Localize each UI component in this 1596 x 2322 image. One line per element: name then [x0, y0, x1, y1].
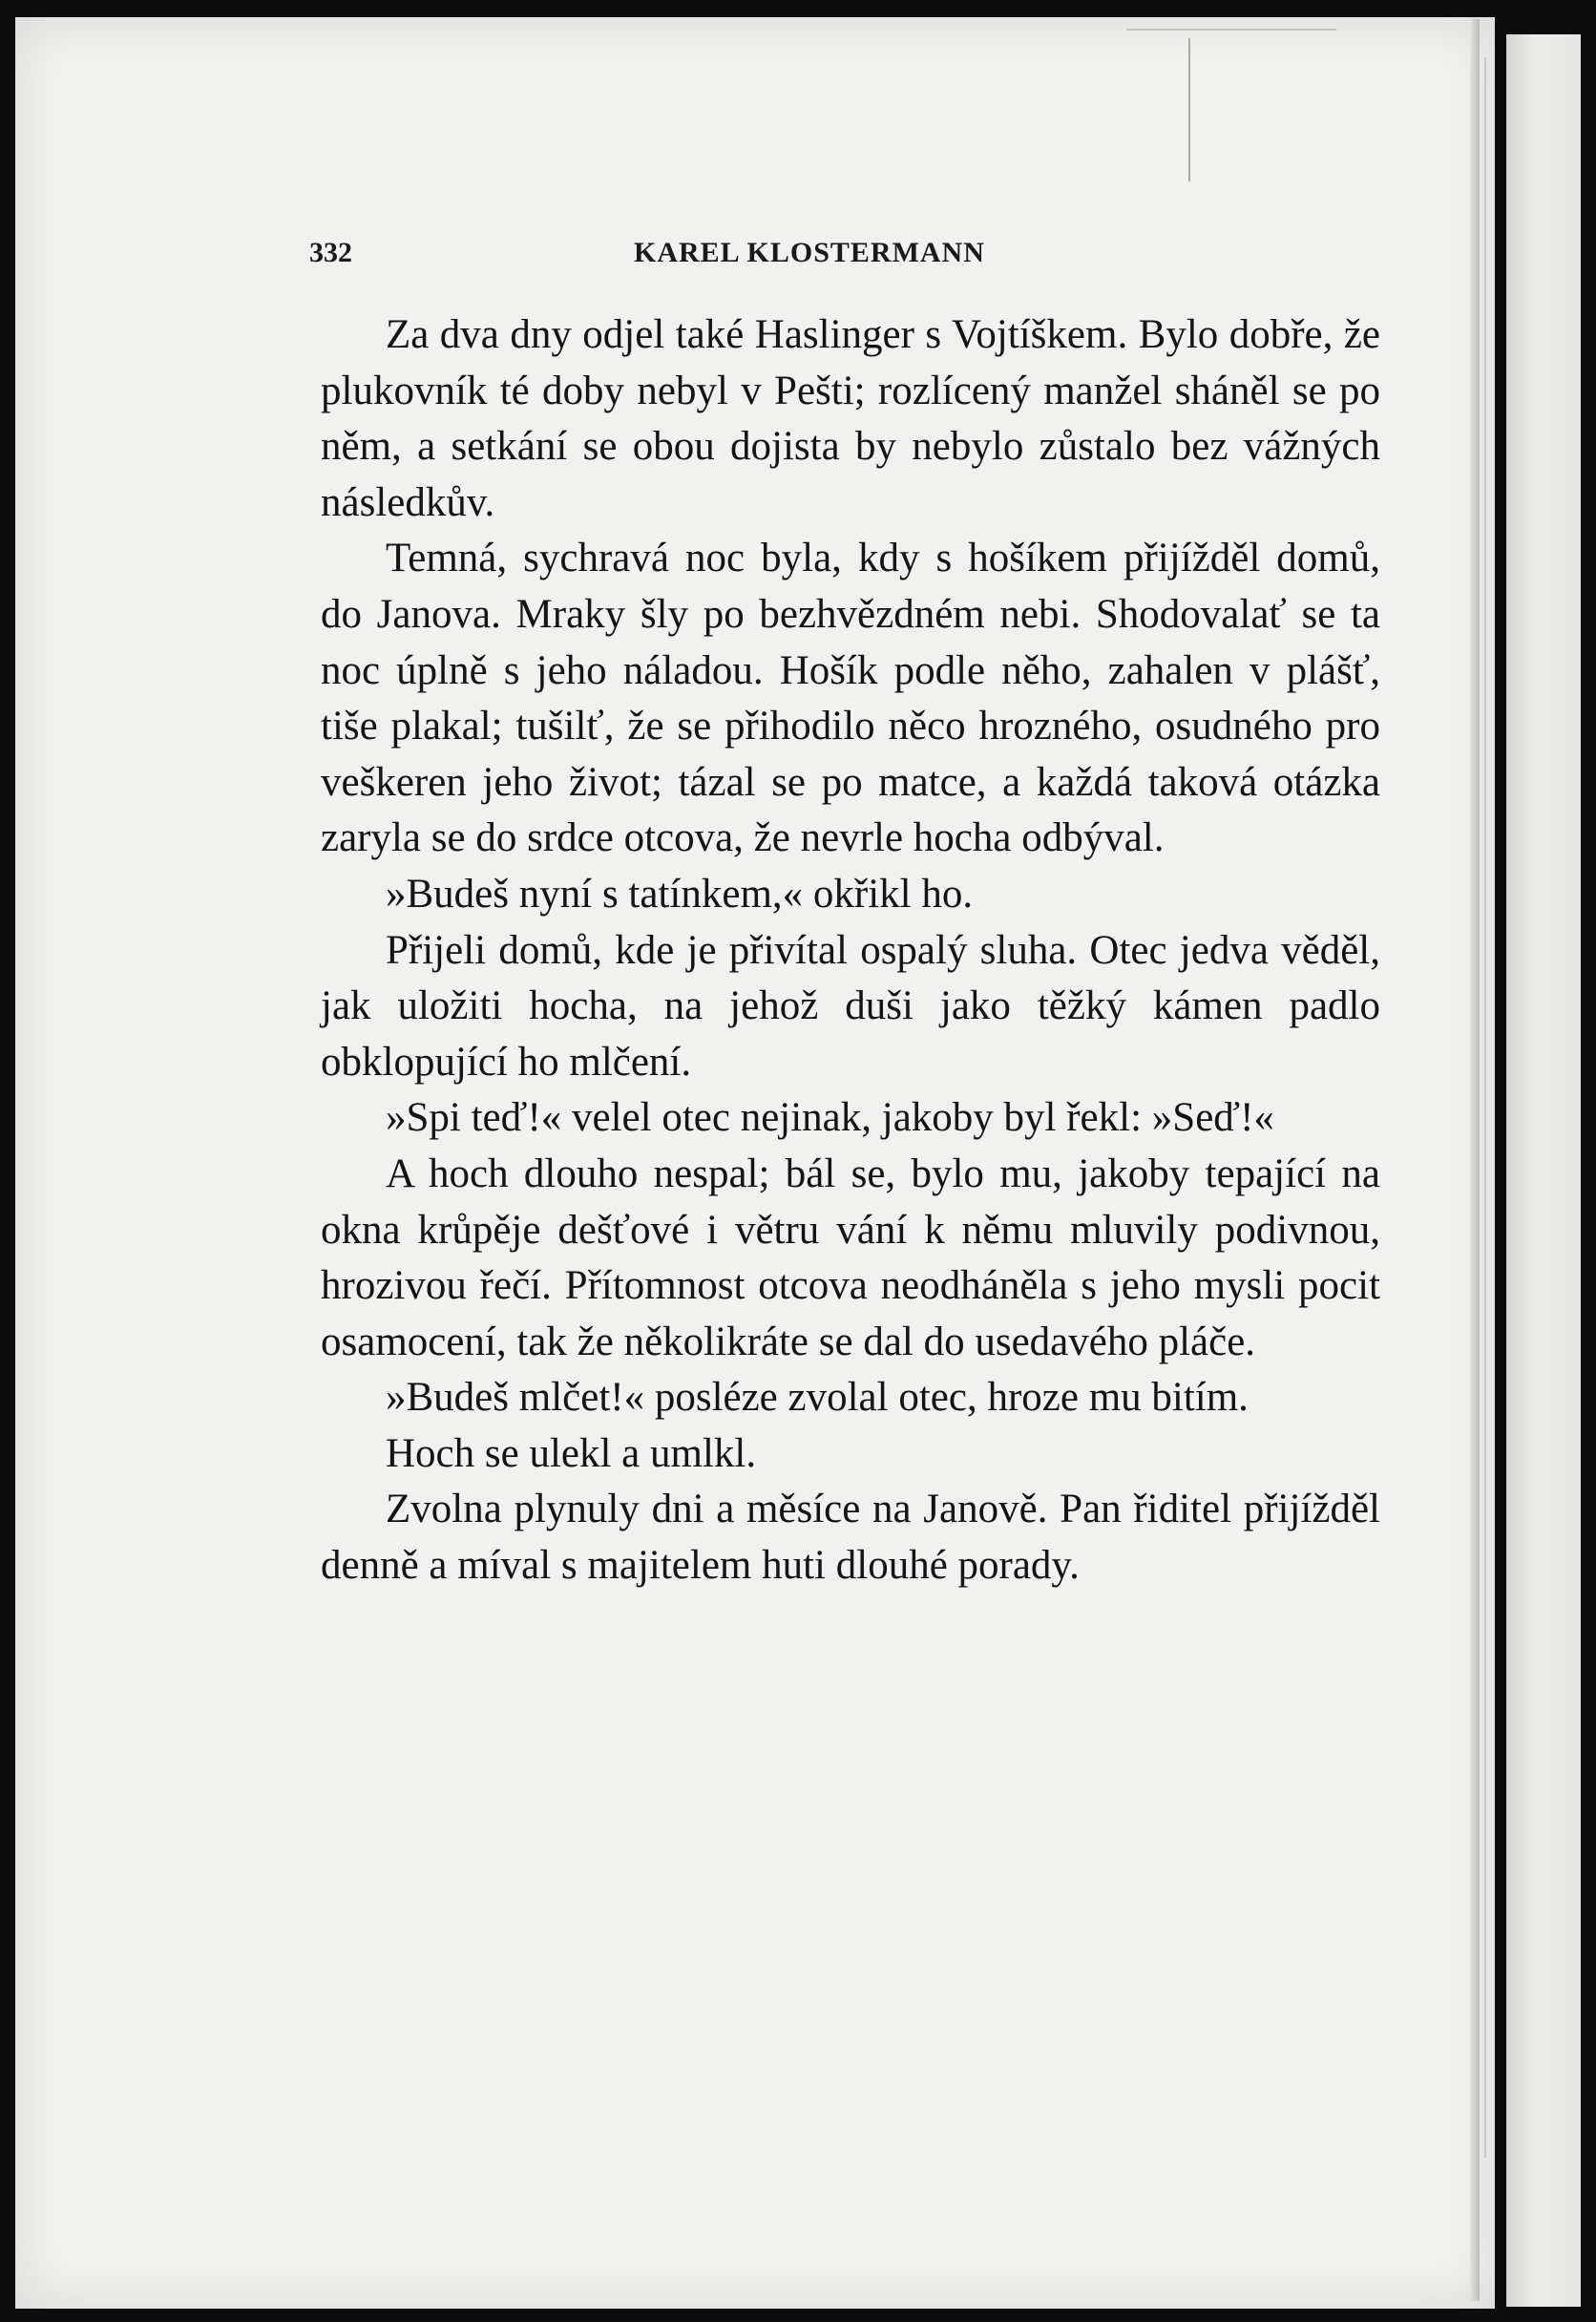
scan-scratch [1126, 29, 1336, 31]
paragraph: »Spi teď!« velel otec nejinak, jakoby byl řekl: »Seď!« [386, 1095, 1274, 1141]
scan-scratch [1484, 57, 1486, 2158]
body-text [321, 307, 1380, 1594]
paragraph: »Budeš mlčet!« posléze zvolal otec, hroze mu bitím. [386, 1375, 1249, 1421]
paragraph: Hoch se ulekl a umlkl. [386, 1430, 757, 1476]
paragraph: A hoch dlouho nespal; bál se, bylo mu, jakoby tepající na okna krůpěje dešťové i větru vání k němu mluvily podivnou, hrozivou řečí. Přítomnost otcova neodháněla s jeho mysli pocit osamocení, tak že několikráte se dal do usedavého pláče. [321, 1150, 1380, 1364]
paragraph: Přijeli domů, kde je přivítal ospalý sluha. Otec jedva věděl, jak uložiti hocha, na jehož duši jako těžký kámen padlo obklopující ho mlčení. [321, 927, 1380, 1085]
page-edge-shadow [1470, 19, 1480, 2301]
page-header [309, 237, 1035, 275]
paragraph: Temná, sychravá noc byla, kdy s hošíkem přijížděl domů, do Janova. Mraky šly po bezhvězdném nebi. Shodovalať se ta noc úplně s jeho náladou. Hošík podle něho, zahalen v plášť, tiše plakal; tušilť, že se přihodilo něco hrozného, osudného pro veškeren jeho život; tázal se po matce, a každá taková otázka zaryla se do srdce otcova, že nevrle hocha odbýval. [321, 536, 1380, 861]
adjacent-page-edge [1506, 34, 1581, 2307]
running-head: KAREL KLOSTERMANN [634, 237, 985, 268]
scan-scratch [1188, 38, 1190, 181]
paragraph: »Budeš nyní s tatínkem,« okřikl ho. [386, 871, 974, 917]
paragraph: Zvolna plynuly dni a měsíce na Janově. Pan řiditel přijížděl denně a míval s majitelem huti dlouhé porady. [321, 1487, 1380, 1589]
paragraph: Za dva dny odjel také Haslinger s Vojtíškem. Bylo dobře, že plukovník té doby nebyl v Pešti; rozlícený manžel sháněl se po něm, a setkání se obou dojista by nebylo zůstalo bez vážných následkův. [321, 312, 1380, 525]
page-number: 332 [309, 237, 352, 268]
